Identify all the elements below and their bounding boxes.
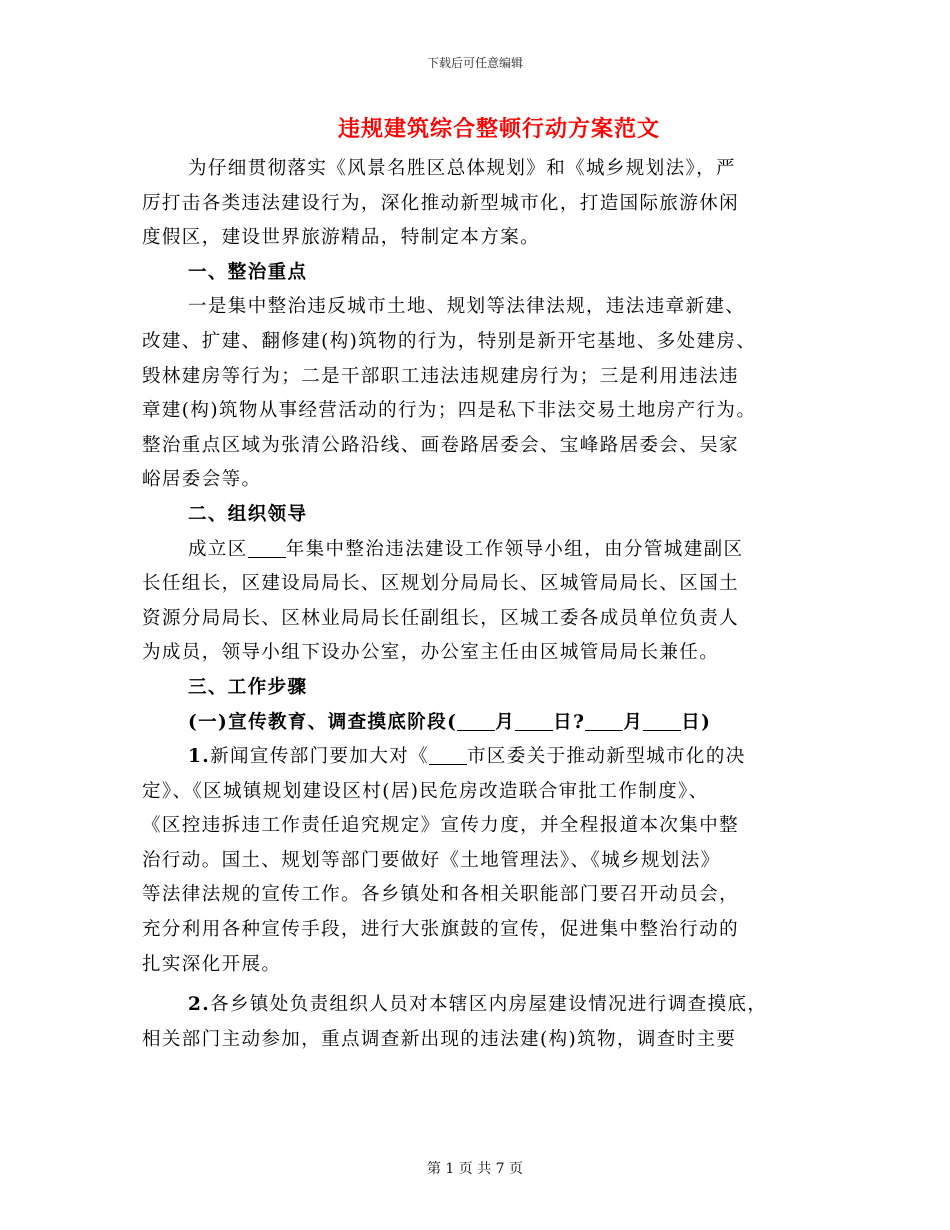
text-line: 充分利用各种宣传手段，进行大张旗鼓的宣传，促进集中整治行动的 xyxy=(142,919,740,941)
text-line: 为成员，领导小组下设办公室，办公室主任由区城管局局长兼任。 xyxy=(142,642,720,664)
text-line: 为仔细贯彻落实《风景名胜区总体规划》和《城乡规划法》，严 xyxy=(188,158,736,179)
header-note: 下载后可任意编辑 xyxy=(426,56,523,70)
document-body xyxy=(142,152,842,1057)
text-line: 资源分局局长、区林业局局长任副组长，区城工委各成员单位负责人 xyxy=(142,607,740,629)
section-heading: 三、工作步骤 xyxy=(188,676,308,698)
text-line: 扎实深化开展。 xyxy=(142,953,282,975)
text-fragment: (一)宣传教育、调查摸底阶段( xyxy=(188,711,458,733)
text-line xyxy=(142,533,842,568)
text-line: 治行动。国土、规划等部门要做好《土地管理法》、《城乡规划法》 xyxy=(142,849,721,871)
fill-in-blank xyxy=(429,744,467,765)
fill-in-blank xyxy=(643,709,681,730)
item-number: 2. xyxy=(188,994,211,1016)
text-fragment: 月 xyxy=(623,711,644,733)
page-footer: 第 1 页 共 7 页 xyxy=(426,1161,524,1177)
section-1 xyxy=(142,256,842,498)
item-number: 1. xyxy=(188,746,211,768)
text-line xyxy=(142,988,842,1023)
fill-in-blank xyxy=(457,709,495,730)
fill-in-blank xyxy=(248,536,286,557)
text-fragment: 新闻宣传部门要加大对《 xyxy=(210,746,430,768)
text-line: 长任组长，区建设局局长、区规划分局局长、区城管局局长、区国土 xyxy=(142,573,740,595)
section-heading: 一、整治重点 xyxy=(188,261,308,283)
text-line: 峪居委会等。 xyxy=(142,469,262,491)
text-fragment: 各乡镇处负责组织人员对本辖区内房屋建设情况进行调查摸底， xyxy=(210,994,768,1016)
text-line: 一是集中整治违反城市土地、规划等法律法规，违法违章新建、 xyxy=(188,296,746,318)
intro-paragraph xyxy=(142,152,842,256)
section-2 xyxy=(142,498,842,671)
text-line: 等法律法规的宣传工作。各乡镇处和各相关职能部门要召开动员会， xyxy=(142,884,740,906)
text-fragment: 日) xyxy=(681,711,712,733)
text-line: 改建、扩建、翻修建(构)筑物的行为，特别是新开宅基地、多处建房、 xyxy=(142,330,757,352)
fill-in-blank xyxy=(515,709,553,730)
text-line xyxy=(142,740,842,775)
text-line: 毁林建房等行为；二是干部职工违法违规建房行为；三是利用违法违 xyxy=(142,365,740,387)
text-line: 度假区，建设世界旅游精品，特制定本方案。 xyxy=(142,227,541,249)
text-fragment: 月 xyxy=(495,711,516,733)
subsection-heading xyxy=(142,706,842,741)
text-line: 章建(构)筑物从事经营活动的行为；四是私下非法交易土地房产行为。 xyxy=(142,400,757,422)
section-heading: 二、组织领导 xyxy=(188,503,308,525)
text-line: 厉打击各类违法建设行为，深化推动新型城市化，打造国际旅游休闲 xyxy=(142,192,740,214)
text-fragment: 年集中整治违法建设工作领导小组，由分管城建副区 xyxy=(285,538,744,560)
text-fragment: 市区委关于推动新型城市化的决 xyxy=(467,746,746,768)
text-line: 相关部门主动参加，重点调查新出现的违法建(构)筑物，调查时主要 xyxy=(142,1028,737,1050)
text-line: 整治重点区域为张清公路沿线、画卷路居委会、宝峰路居委会、吴家 xyxy=(142,434,740,456)
text-line: 定》、《区城镇规划建设区村(居)民危房改造联合审批工作制度》、 xyxy=(142,780,709,802)
section-3 xyxy=(142,671,842,1058)
text-fragment: 日? xyxy=(553,711,586,733)
fill-in-blank xyxy=(585,709,623,730)
document-title: 违规建筑综合整顿行动方案范文 xyxy=(337,116,660,142)
text-fragment: 成立区 xyxy=(188,538,248,560)
text-line: 《区控违拆违工作责任追究规定》宣传力度，并全程报道本次集中整 xyxy=(142,815,740,837)
